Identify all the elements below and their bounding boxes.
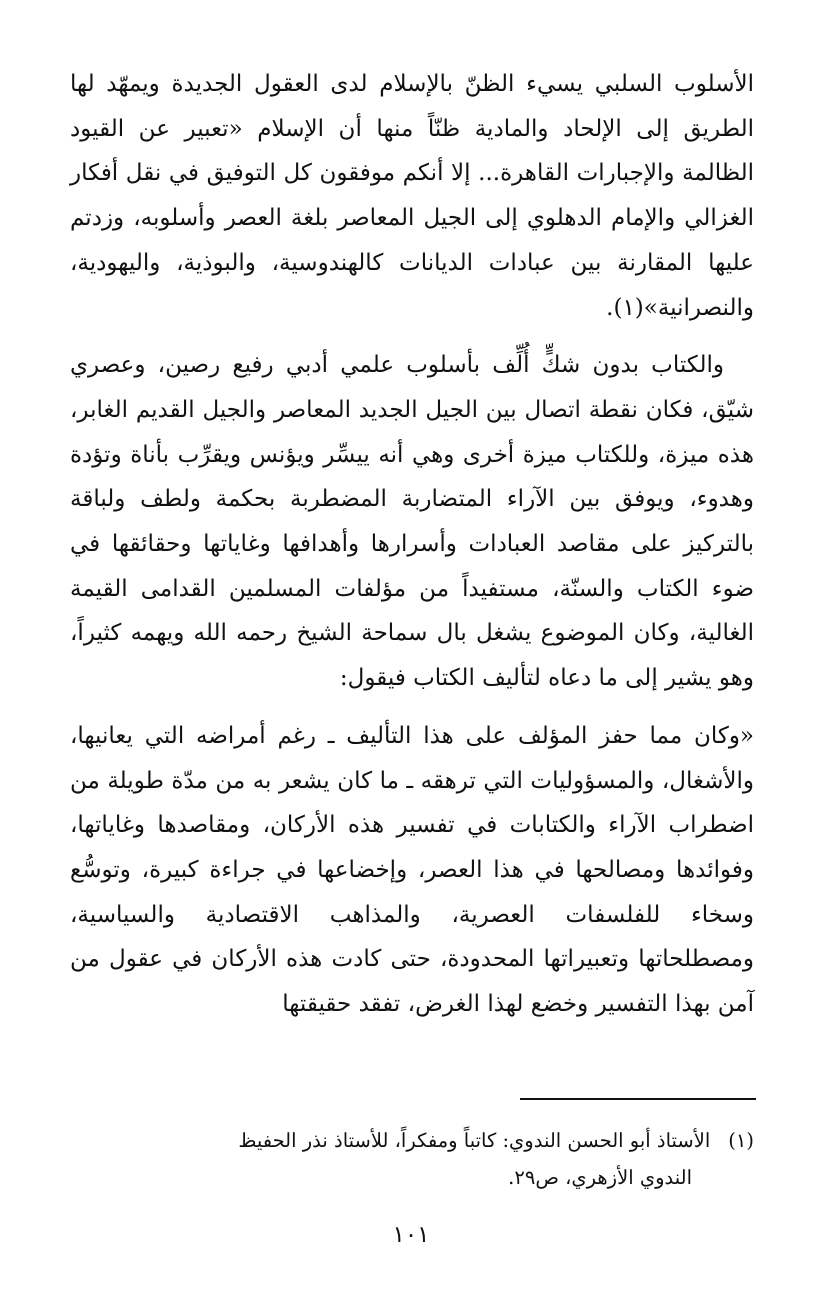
paragraph-1: الأسلوب السلبي يسيء الظنّ بالإسلام لدى العقول الجديدة ويمهّد لها الطريق إلى الإلحاد والمادية ظنّاً منها أن الإسلام «تعبير عن القيود الظالمة والإجبارات القاهرة... إلا أنكم موفقون كل التوفيق في نقل أفكار الغزالي والإمام الدهلوي إلى الجيل المعاصر بلغة العصر وأسلوبه، وزدتم عليها المقارنة بين عبادات الديانات كالهندوسية، والبوذية، واليهودية، والنصرانية»(١). <box>70 71 754 321</box>
footnote <box>70 1122 754 1196</box>
page-number: ١٠١ <box>392 1222 430 1248</box>
footnote-divider <box>520 1098 756 1100</box>
paragraph-2: والكتاب بدون شكٍّ أُلِّف بأسلوب علمي أدبي رفيع رصين، وعصري شيّق، فكان نقطة اتصال بين الجيل الجديد المعاصر والجيل القديم الغابر، هذه ميزة، وللكتاب ميزة أخرى وهي أنه ييسِّر ويؤنس ويقرِّب بأناة وتؤدة وهدوء، ويوفق بين الآراء المتضاربة المضطربة بحكمة ولطف ولباقة بالتركيز على مقاصد العبادات وأسرارها وأهدافها وغاياتها وحقائقها في ضوء الكتاب والسنّة، مستفيداً من مؤلفات المسلمين القدامى القيمة الغالية، وكان الموضوع يشغل بال سماحة الشيخ رحمه الله ويهمه كثيراً، وهو يشير إلى ما دعاه لتأليف الكتاب فيقول: <box>70 352 754 692</box>
footnote-number: (١) <box>728 1129 754 1152</box>
footnote-line-1: الأستاذ أبو الحسن الندوي: كاتباً ومفكراً، للأستاذ نذر الحفيظ <box>238 1129 711 1152</box>
paragraph-3: «وكان مما حفز المؤلف على هذا التأليف ـ رغم أمراضه التي يعانيها، والأشغال، والمسؤوليات التي ترهقه ـ ما كان يشعر به من مدّة طويلة من اضطراب الآراء والكتابات في تفسير هذه الأركان، ومقاصدها وغاياتها، وفوائدها ومصالحها في هذا العصر، وإخضاعها في جراءة كبيرة، وتوسُّع وسخاء للفلسفات العصرية، والمذاهب الاقتصادية والسياسية، ومصطلحاتها وتعبيراتها المحدودة، حتى كادت هذه الأركان في عقول من آمن بهذا التفسير وخضع لهذا الغرض، تفقد حقيقتها <box>70 722 754 1018</box>
footnote-line-2: الندوي الأزهري، ص٢٩. <box>508 1166 692 1189</box>
page-body <box>70 62 754 1027</box>
